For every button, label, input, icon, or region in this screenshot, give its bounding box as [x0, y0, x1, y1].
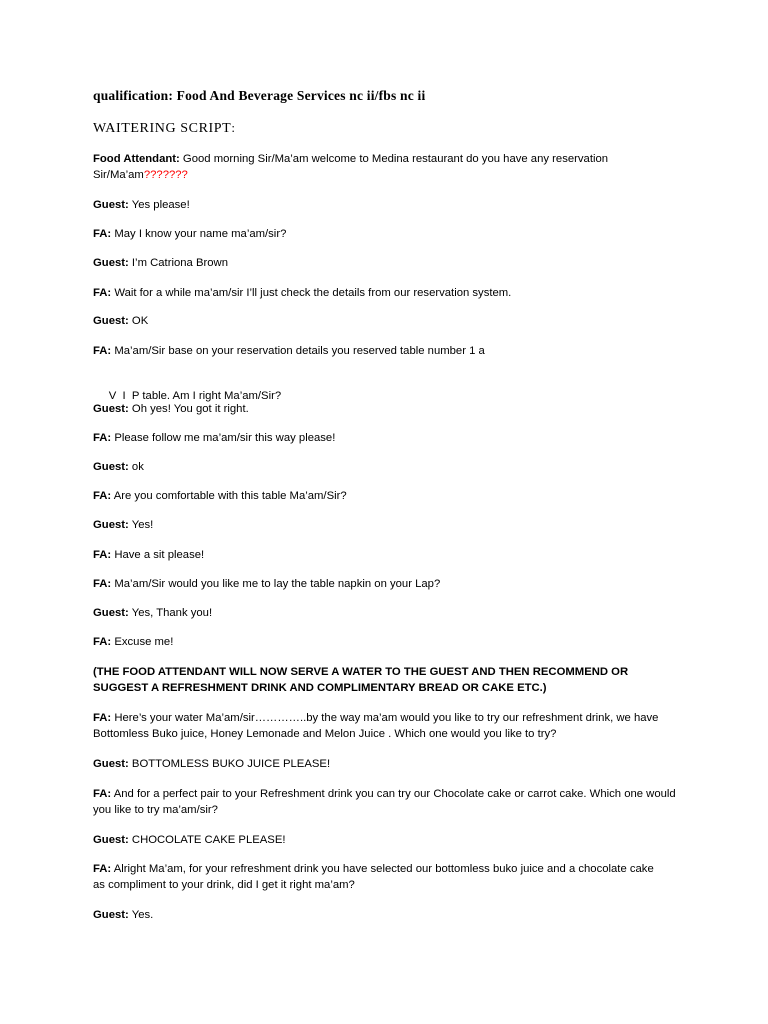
line-text: OK: [128, 315, 149, 327]
speaker-label: FA:: [93, 863, 112, 875]
stage-direction: (THE FOOD ATTENDANT WILL NOW SERVE A WATER TO THE GUEST AND THEN RECOMMEND OR SUGGEST A REFRESHMENT DRINK AND COMPLIMENTARY BREAD OR CAKE ETC.): [93, 666, 629, 694]
speaker-label: Guest:: [93, 834, 129, 846]
line-text: May I know your name ma’am/sir?: [111, 228, 287, 240]
script-line: [93, 255, 673, 271]
speaker-label: Guest:: [93, 607, 129, 619]
speaker-label: Guest:: [93, 461, 129, 473]
line-text: I’m Catriona Brown: [128, 257, 228, 269]
title-text: WAITERING SCRIPT: [93, 121, 232, 136]
script-line: [93, 517, 673, 533]
line-text: V I P table. Am I right Ma’am/Sir?: [105, 390, 282, 402]
question-marks: ???????: [143, 169, 188, 181]
speaker-label: Guest:: [93, 257, 129, 269]
speaker-label: FA:: [93, 578, 112, 590]
line-text: Yes please!: [128, 199, 190, 211]
speaker-label: Guest:: [93, 199, 129, 211]
speaker-label: Food Attendant:: [93, 153, 180, 165]
line-text: Have a sit please!: [111, 549, 205, 561]
speaker-label: Guest:: [93, 403, 129, 415]
line-text: Please follow me ma’am/sir this way please!: [111, 432, 336, 444]
line-text: Are you comfortable with this table Ma’am/Sir?: [111, 490, 347, 502]
speaker-label: FA:: [93, 788, 112, 800]
script-line: [93, 226, 673, 242]
script-line: [93, 576, 673, 592]
line-text: And for a perfect pair to your Refreshment drink you can try our Chocolate cake or carrot cake. Which one would you like to try ma’am/sir?: [93, 788, 676, 816]
script-line: [93, 343, 673, 359]
script-line: [93, 488, 673, 504]
line-text: BOTTOMLESS BUKO JUICE PLEASE!: [128, 758, 331, 770]
script-line: [93, 861, 668, 893]
speaker-label: Guest:: [93, 519, 129, 531]
speaker-label: Guest:: [93, 315, 129, 327]
speaker-label: FA:: [93, 636, 112, 648]
speaker-label: Guest:: [93, 909, 129, 921]
qualification-value: Food And Beverage Services nc ii/fbs nc ii: [176, 88, 426, 103]
script-line: [93, 547, 673, 563]
speaker-label: Guest:: [93, 758, 129, 770]
script-line: [93, 313, 673, 329]
script-line: [93, 197, 673, 213]
script-line: [93, 430, 673, 446]
line-text: Yes.: [128, 909, 154, 921]
speaker-label: FA:: [93, 549, 112, 561]
script-line: [93, 151, 653, 183]
script-line: [93, 756, 673, 772]
line-text: CHOCOLATE CAKE PLEASE!: [128, 834, 286, 846]
script-line: [93, 605, 673, 621]
script-line: [93, 401, 673, 417]
speaker-label: FA:: [93, 712, 112, 724]
script-line: [93, 634, 673, 650]
speaker-label: FA:: [93, 228, 112, 240]
qualification-label: qualification:: [93, 88, 174, 103]
line-text: Excuse me!: [111, 636, 174, 648]
title-colon: :: [231, 120, 236, 135]
qualification-heading: [93, 88, 425, 104]
script-line: [93, 907, 673, 923]
line-text: Yes, Thank you!: [128, 607, 213, 619]
line-text: Ma’am/Sir would you like me to lay the table napkin on your Lap?: [111, 578, 441, 590]
script-line: [93, 786, 678, 818]
line-text: ok: [128, 461, 144, 473]
speaker-label: FA:: [93, 287, 112, 299]
speaker-label: FA:: [93, 345, 112, 357]
line-text: Wait for a while ma’am/sir I’ll just check the details from our reservation system.: [111, 287, 512, 299]
script-line: [93, 710, 663, 742]
line-text: Alright Ma’am, for your refreshment drink you have selected our bottomless buko juice and a chocolate cake as compliment to your drink, did I get it right ma’am?: [93, 863, 654, 891]
script-line: [93, 459, 673, 475]
page-title: [93, 120, 236, 137]
line-text: Oh yes! You got it right.: [128, 403, 249, 415]
line-text: Here’s your water Ma’am/sir…………..by the way ma’am would you like to try our refreshment drink, we have Bottomless Buko juice, Honey Lemonade and Melon Juice . Which one would you like to try?: [93, 712, 659, 740]
line-text: Ma’am/Sir base on your reservation details you reserved table number 1 a: [111, 345, 485, 357]
speaker-label: FA:: [93, 432, 112, 444]
line-text: Good morning Sir/Ma’am welcome to Medina restaurant do you have any reservation Sir/Ma’am: [93, 153, 609, 181]
script-line: [93, 832, 673, 848]
script-line: [93, 285, 673, 301]
speaker-label: FA:: [93, 490, 112, 502]
line-text: Yes!: [128, 519, 154, 531]
